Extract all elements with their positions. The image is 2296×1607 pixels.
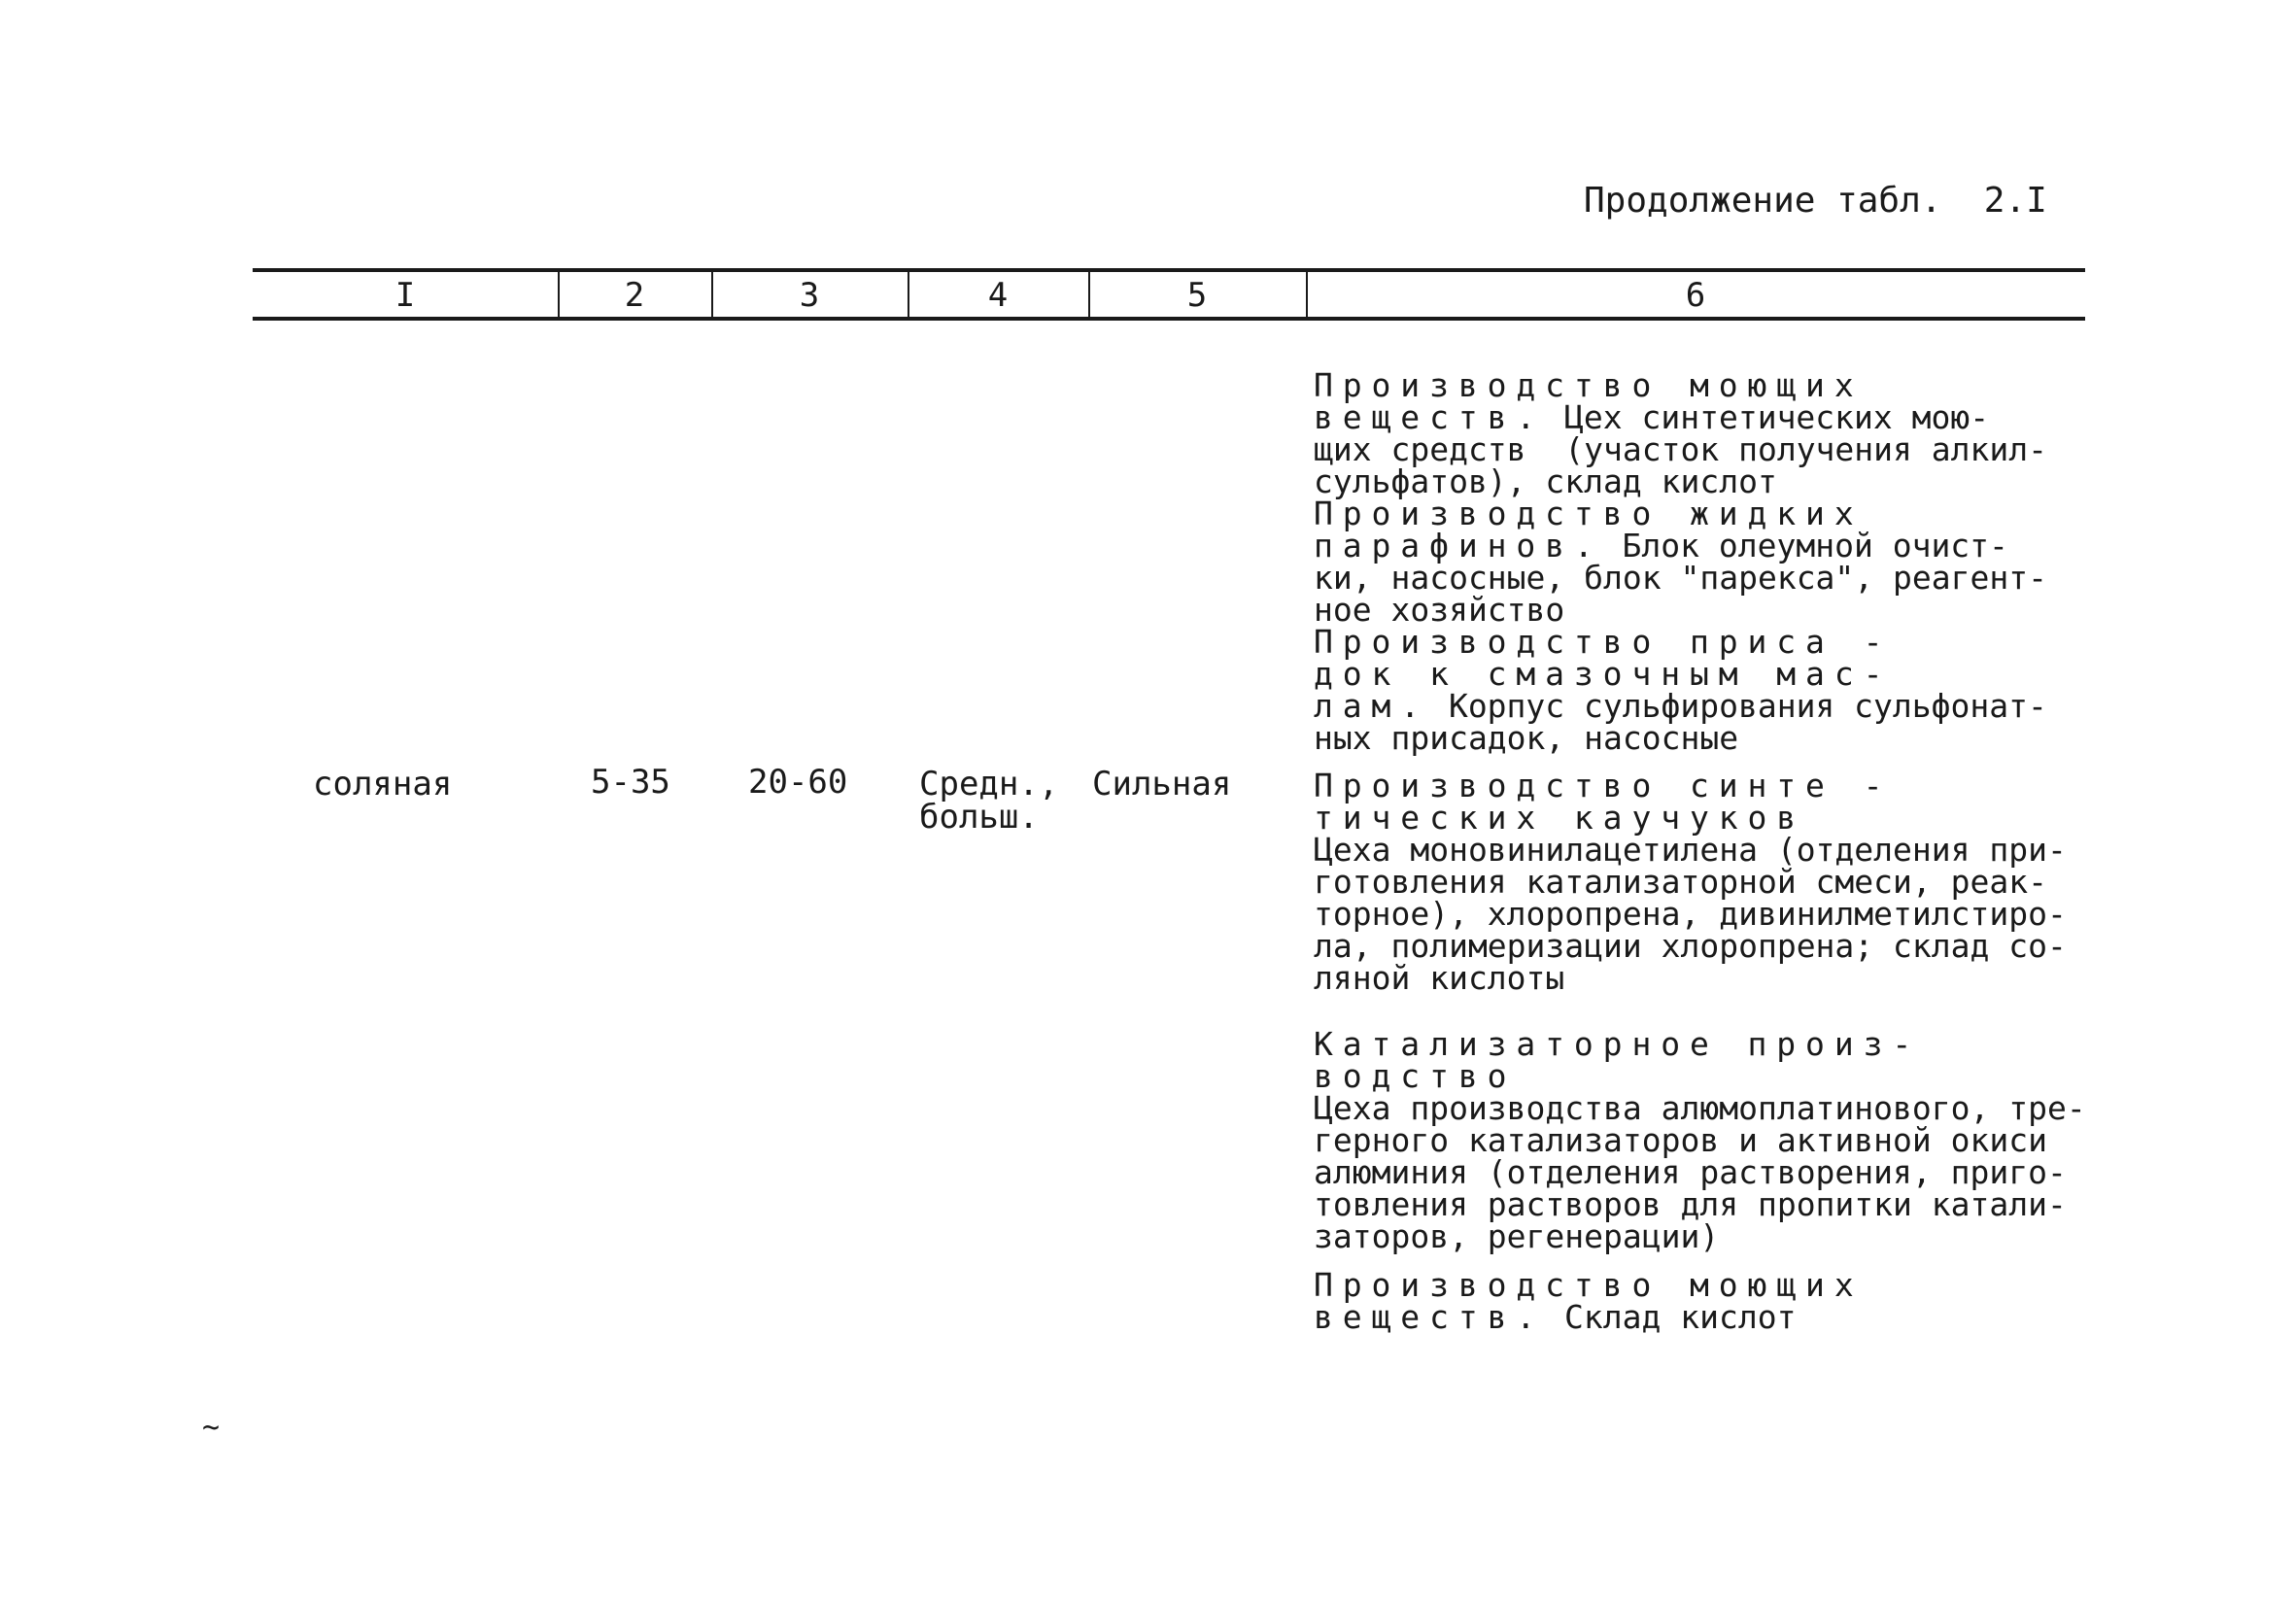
col6-body-text: ных присадок, насосные — [1314, 719, 1739, 757]
col6-block — [1314, 767, 2091, 997]
col6-body-text: торное), хлоропрена, дивинилметилстиро- — [1314, 895, 2067, 933]
col6-line — [1314, 719, 2091, 757]
col6-heading-text: парафинов. — [1314, 527, 1603, 564]
col6-body-text: сульфатов), склад кислот — [1314, 462, 1777, 500]
column-number-5: 5 — [1186, 276, 1208, 315]
col6-heading-text: Производство приса - — [1314, 623, 1893, 661]
col6-line — [1314, 527, 2091, 564]
cell-col4-line1: Средн., — [919, 765, 1059, 804]
col6-line — [1314, 1185, 2091, 1223]
col6-body-text: ла, полимеризации хлоропрена; склад со- — [1314, 927, 2067, 965]
col6-line — [1314, 497, 2091, 530]
cell-col3-value: 20-60 — [748, 763, 848, 802]
col6-block — [1314, 1025, 2091, 1255]
col6-block — [1314, 366, 2091, 500]
col6-body-text: Цеха производства алюмоплатинового, тре- — [1314, 1089, 2086, 1127]
col6-heading-text: Производство жидких — [1314, 495, 1864, 532]
col6-line — [1314, 799, 2091, 837]
col6-heading-text: Катализаторное произ- — [1314, 1025, 1922, 1063]
col6-line — [1314, 769, 2091, 802]
col6-block — [1314, 623, 2091, 757]
col6-body-text: готовления катализаторной смеси, реак- — [1314, 863, 2047, 901]
col6-body-text: ки, насосные, блок "парекса", реагент- — [1314, 559, 2047, 597]
col6-heading-text: Производство моющих — [1314, 366, 1864, 404]
col6-body-text: заторов, регенерации) — [1314, 1217, 1720, 1255]
col6-line — [1314, 398, 2091, 436]
col6-body-text: товления растворов для пропитки катали- — [1314, 1185, 2067, 1223]
col6-line — [1314, 623, 2091, 661]
col6-heading-text: водство — [1314, 1057, 1517, 1095]
col6-heading-text: веществ. — [1314, 398, 1546, 436]
column-number-2: 2 — [624, 276, 645, 315]
table-header-top-rule — [253, 268, 2085, 272]
col6-heading-text: док к смазочным мас- — [1314, 655, 1893, 693]
col6-body-text: ляной кислоты — [1314, 959, 1565, 997]
col6-line — [1314, 863, 2091, 901]
col6-heading-text: лам. — [1314, 687, 1430, 725]
col6-line — [1314, 1025, 2091, 1063]
col6-line — [1314, 366, 2091, 404]
table-caption: Продолжение табл. 2.I — [1584, 181, 2047, 221]
col6-line — [1314, 1298, 2091, 1336]
cell-medium-name: соляная — [313, 765, 453, 804]
col6-line — [1314, 959, 2091, 997]
col6-body-text: щих средств (участок получения алкил- — [1314, 430, 2047, 468]
col6-line — [1314, 831, 2091, 869]
col6-line — [1314, 591, 2091, 629]
col6-line — [1314, 1153, 2091, 1191]
col6-heading-text: веществ. — [1314, 1298, 1546, 1336]
cell-col5-value: Сильная — [1092, 765, 1232, 804]
column-number-1: I — [394, 276, 416, 315]
col6-line — [1314, 430, 2091, 468]
col6-line — [1314, 655, 2091, 693]
col6-line — [1314, 927, 2091, 965]
col6-heading-text: Производство моющих — [1314, 1266, 1864, 1304]
col6-line — [1314, 1217, 2091, 1255]
col6-heading-text: Производство синте - — [1314, 767, 1893, 804]
col6-block — [1314, 495, 2091, 629]
col6-body-text: Склад кислот — [1545, 1298, 1797, 1336]
col6-body-text: Цеха моновинилацетилена (отделения при- — [1314, 831, 2067, 869]
col6-block — [1314, 1266, 2091, 1336]
col6-line — [1314, 687, 2091, 725]
col6-heading-text: тических каучуков — [1314, 799, 1806, 837]
col6-body-text: Корпус сульфирования сульфонат- — [1429, 687, 2047, 725]
table-header-bottom-rule — [253, 317, 2085, 321]
col6-body-text: Цех синтетических мою- — [1545, 398, 1990, 436]
cell-col4-line2: больш. — [919, 798, 1039, 837]
col6-line — [1314, 1057, 2091, 1095]
col6-body-text: Блок олеумной очист- — [1602, 527, 2008, 564]
page-mark: ~ — [202, 1411, 221, 1445]
col6-body-text: герного катализаторов и активной окиси — [1314, 1121, 2047, 1159]
col6-line — [1314, 559, 2091, 597]
column-number-3: 3 — [799, 276, 820, 315]
col6-line — [1314, 1089, 2091, 1127]
column-number-4: 4 — [987, 276, 1009, 315]
col6-line — [1314, 1121, 2091, 1159]
col6-body-text: алюминия (отделения растворения, приго- — [1314, 1153, 2067, 1191]
col6-line — [1314, 462, 2091, 500]
col6-body-text: ное хозяйство — [1314, 591, 1565, 629]
col6-line — [1314, 895, 2091, 933]
column-number-6: 6 — [1685, 276, 1706, 315]
cell-col2-value: 5-35 — [591, 763, 670, 802]
col6-line — [1314, 1266, 2091, 1304]
